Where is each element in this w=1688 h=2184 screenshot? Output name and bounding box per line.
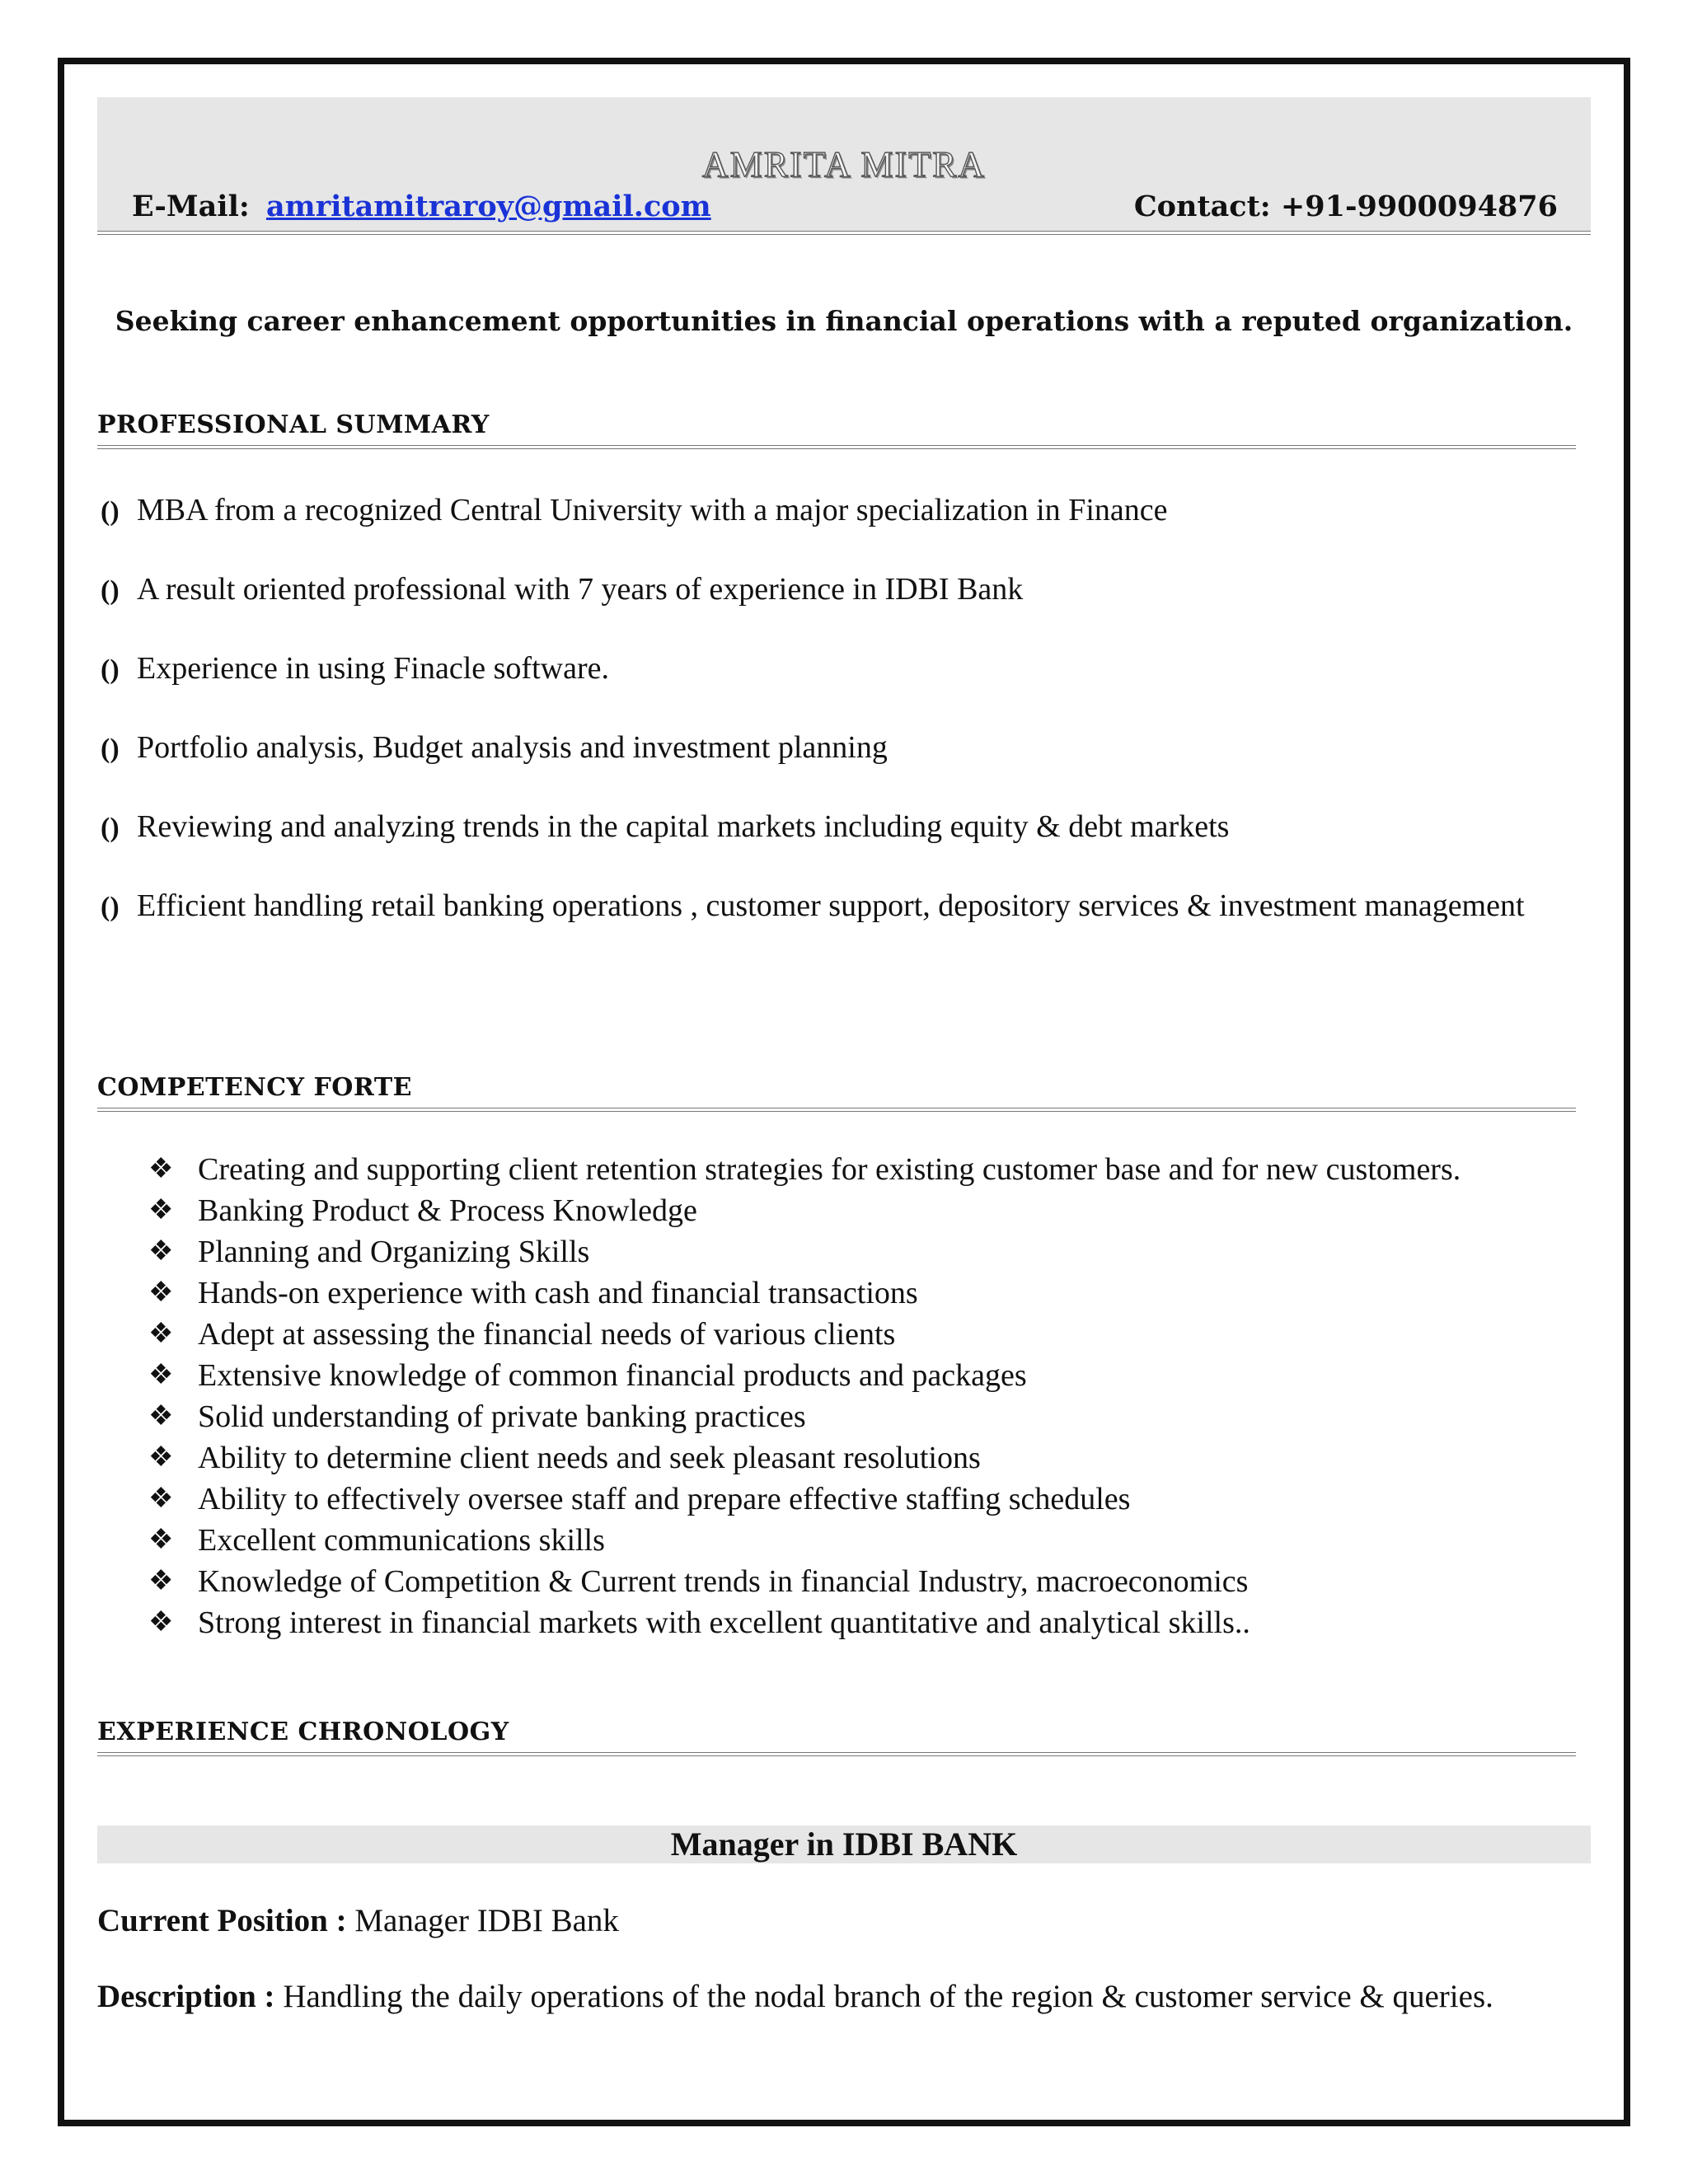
summary-item: [97, 729, 1591, 766]
summary-item-text: MBA from a recognized Central University with a major specialization in Finance: [137, 493, 1168, 527]
list-item: ❖ Hands-on experience with cash and financial transactions: [148, 1272, 1591, 1314]
list-item: ❖ Banking Product & Process Knowledge: [148, 1190, 1591, 1231]
section-divider: [97, 445, 1576, 449]
section-heading-experience-chronology: EXPERIENCE CHRONOLOGY: [97, 1718, 509, 1746]
list-item: ❖ Creating and supporting client retention strategies for existing customer base and for new customers.: [148, 1149, 1591, 1190]
summary-item-text: Experience in using Finacle software.: [137, 651, 609, 686]
email-link[interactable]: amritamitraroy@gmail.com: [265, 190, 711, 223]
section-divider: [97, 1752, 1576, 1756]
list-item: ❖ Excellent communications skills: [148, 1520, 1591, 1561]
summary-item-text: Portfolio analysis, Budget analysis and investment planning: [137, 730, 888, 765]
diamond-bullet-icon: ❖: [148, 1154, 174, 1184]
diamond-bullet-icon: ❖: [148, 1566, 174, 1596]
section-heading-competency-forte: COMPETENCY FORTE: [97, 1073, 413, 1102]
candidate-name: AMRITA MITRA: [701, 144, 987, 185]
section-heading-professional-summary: PROFESSIONAL SUMMARY: [97, 410, 490, 439]
diamond-bullet-icon: ❖: [148, 1607, 174, 1638]
contact-row: [132, 190, 1558, 223]
header-band: [97, 97, 1591, 231]
list-item: ❖ Strong interest in financial markets with excellent quantitative and analytical skills..: [148, 1602, 1591, 1643]
diamond-bullet-icon: ❖: [148, 1236, 174, 1267]
current-position: [97, 1902, 619, 1939]
contact-number: +91-9900094876: [1280, 190, 1558, 223]
email-label: E-Mail:: [132, 190, 250, 223]
summary-item-text: A result oriented professional with 7 years of experience in IDBI Bank: [137, 572, 1024, 607]
diamond-bullet-icon: ❖: [148, 1442, 174, 1473]
job-description: [97, 1978, 1493, 2015]
list-item: ❖ Ability to determine client needs and seek pleasant resolutions: [148, 1437, 1591, 1479]
list-item: ❖ Planning and Organizing Skills: [148, 1231, 1591, 1272]
bullet-icon: (): [101, 496, 120, 527]
list-item: ❖ Extensive knowledge of common financial products and packages: [148, 1355, 1591, 1396]
diamond-bullet-icon: ❖: [148, 1319, 174, 1349]
diamond-bullet-icon: ❖: [148, 1483, 174, 1514]
summary-item: [97, 491, 1591, 529]
summary-item: [97, 808, 1591, 846]
summary-item: [97, 887, 1591, 925]
contact-label: Contact:: [1133, 190, 1271, 223]
diamond-bullet-icon: ❖: [148, 1277, 174, 1308]
list-item: ❖ Adept at assessing the financial needs of various clients: [148, 1314, 1591, 1355]
current-position-value: Manager IDBI Bank: [354, 1903, 619, 1938]
list-item: ❖ Knowledge of Competition & Current trends in financial Industry, macroeconomics: [148, 1561, 1591, 1602]
bullet-icon: (): [101, 654, 120, 685]
diamond-bullet-icon: ❖: [148, 1360, 174, 1390]
objective-statement: Seeking career enhancement opportunities in financial operations with a reputed organization.: [115, 305, 1573, 337]
description-value: Handling the daily operations of the nodal branch of the region & customer service & queries.: [283, 1979, 1493, 2014]
current-position-label: Current Position :: [97, 1903, 347, 1938]
summary-item-text: Efficient handling retail banking operations , customer support, depository services & investment management: [137, 888, 1525, 923]
bullet-icon: (): [101, 733, 120, 764]
section-divider: [97, 1108, 1576, 1112]
summary-item: [97, 570, 1591, 608]
header-divider: [97, 231, 1591, 235]
diamond-bullet-icon: ❖: [148, 1525, 174, 1555]
bullet-icon: (): [101, 575, 120, 606]
description-label: Description :: [97, 1979, 275, 2014]
role-title: Manager in IDBI BANK: [97, 1825, 1591, 1863]
list-item: ❖ Solid understanding of private banking practices: [148, 1396, 1591, 1437]
bullet-icon: (): [101, 813, 120, 843]
diamond-bullet-icon: ❖: [148, 1401, 174, 1432]
diamond-bullet-icon: ❖: [148, 1195, 174, 1226]
list-item: ❖ Ability to effectively oversee staff and prepare effective staffing schedules: [148, 1479, 1591, 1520]
competency-list: [148, 1149, 1591, 1643]
summary-item-text: Reviewing and analyzing trends in the capital markets including equity & debt markets: [137, 809, 1230, 844]
email-block: [132, 190, 711, 223]
summary-item: [97, 649, 1591, 687]
bullet-icon: (): [101, 892, 120, 922]
contact-block: [1134, 190, 1558, 223]
